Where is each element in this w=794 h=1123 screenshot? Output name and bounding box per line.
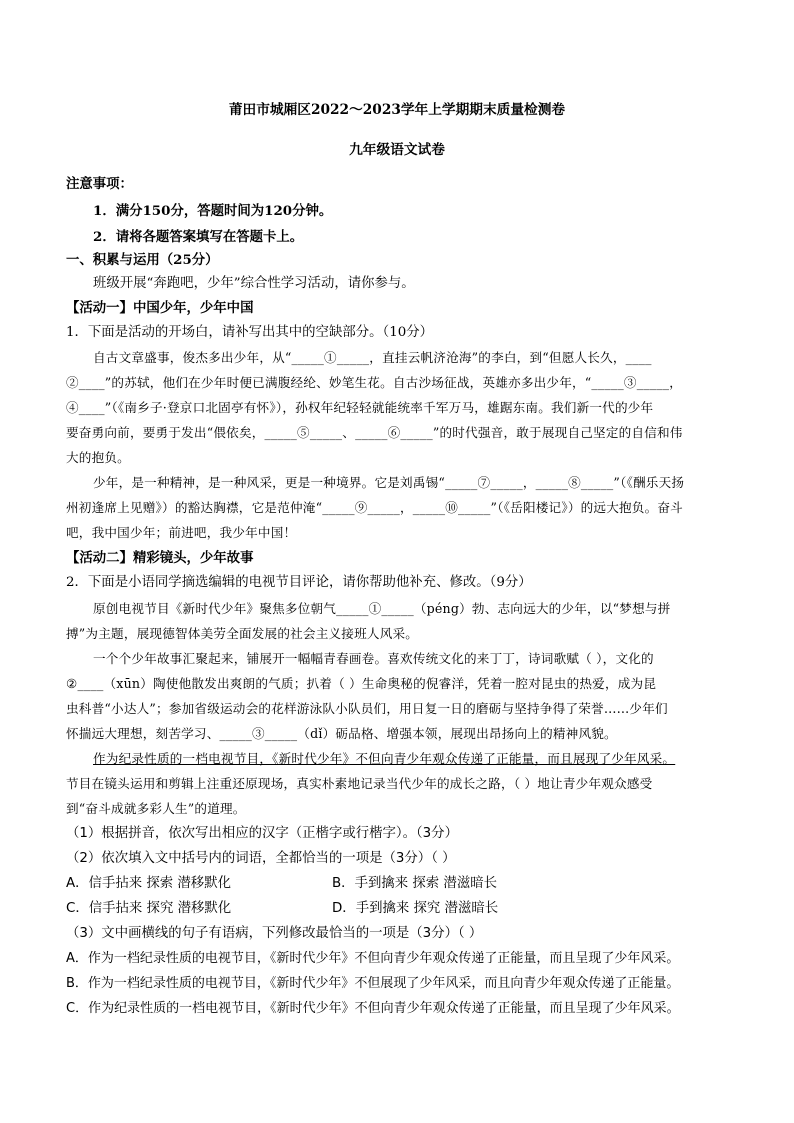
question-1-stem: 1．下面是活动的开场白，请补写出其中的空缺部分。（10分） — [66, 325, 434, 340]
option-a: A．信手拈来 探索 潜移默化 — [66, 876, 231, 891]
exam-title: 莆田市城厢区2022～2023学年上学期期末质量检测卷 — [228, 102, 566, 118]
q1-paragraph-line: 大的抱负。 — [66, 450, 130, 465]
activity1-label: 【活动一】中国少年，少年中国 — [66, 300, 254, 316]
q2-paragraph-line: 搏”为主题，展现德智体美劳全面发展的社会主义接班人风采。 — [66, 626, 419, 641]
sub-question-3: （3）文中画横线的句子有语病，下列修改最恰当的一项是（3分）（ ） — [66, 926, 483, 941]
q2-paragraph-line: 怀揣远大理想，刻苦学习、_____③_____（dǐ）砺品格、增强本领，展现出昂扬向上的精神风貌。 — [66, 726, 617, 741]
sub-question-2: （2）依次填入文中括号内的词语，全都恰当的一项是（3分）（ ） — [66, 851, 456, 866]
notice-item-1: 1．满分150分，答题时间为120分钟。 — [93, 203, 333, 219]
q1-paragraph-line: ②____”的苏轼，他们在少年时便已满腹经纶、妙笔生花。自古沙场征战，英雄亦多出少年，“_____③_____， — [66, 375, 682, 390]
exam-subtitle: 九年级语文试卷 — [349, 142, 445, 158]
option-c: C．作为纪录性质的一档电视节目，《新时代少年》不但向青少年观众传递了正能量，而且呈现了少年风采。 — [66, 1001, 680, 1016]
option-b: B．手到擒来 探索 潜滋暗长 — [332, 876, 497, 891]
option-d: D．手到擒来 探究 潜滋暗长 — [332, 901, 499, 916]
q1-paragraph-line: 少年，是一种精神，是一种风采，更是一种境界。它是刘禹锡“_____⑦_____，_____⑧_____”（《酬乐天扬 — [93, 475, 685, 490]
notice-item-2: 2．请将各题答案填写在答题卡上。 — [93, 229, 304, 245]
q2-paragraph-line: 原创电视节目《新时代少年》聚焦多位朝气_____①_____（péng）勃、志向远大的少年，以“梦想与拼 — [93, 601, 671, 616]
q1-paragraph-line: 州初逢席上见赠》）的豁达胸襟，它是范仲淹“_____⑨_____，_____⑩_____”（《岳阳楼记》）的远大抱负。奋斗 — [66, 500, 683, 515]
option-b: B．作为一档纪录性质的电视节目，《新时代少年》不但展现了少年风采，而且向青少年观众传递了正能量。 — [66, 976, 680, 991]
notice-label: 注意事项： — [66, 176, 133, 192]
q1-paragraph-line: 要奋勇向前，要勇于发出“偎依矣，_____⑤_____、_____⑥_____”的时代强音，敢于展现自己坚定的自信和伟 — [66, 425, 683, 440]
q1-paragraph-line: 吧，我中国少年；前进吧，我少年中国！ — [66, 525, 297, 540]
q2-paragraph-line: ②____（xūn）陶使他散发出爽朗的气质；扒着（ ）生命奥秘的倪睿洋，凭着一腔对昆虫的热爱，成为昆 — [66, 676, 657, 691]
activity2-label: 【活动二】精彩镜头，少年故事 — [66, 550, 254, 566]
underlined-sentence: 作为纪录性质的一档电视节目，《新时代少年》不但向青少年观众传递了正能量，而且展现了少年风采。 — [93, 751, 676, 766]
q2-paragraph-line: 一个个少年故事汇聚起来，铺展开一幅幅青春画卷。喜欢传统文化的来丁丁，诗词歌赋（ ），文化的 — [93, 651, 654, 666]
q1-paragraph-line: 自古文章盛事，俊杰多出少年，从“_____①_____，直挂云帆济沧海”的李白，到“但愿人长久，____ — [93, 350, 652, 365]
q2-paragraph-line: 到“奋斗成就多彩人生”的道理。 — [66, 801, 246, 816]
section-intro: 班级开展“奔跑吧，少年”综合性学习活动，请你参与。 — [93, 276, 415, 291]
sub-question-1: （1）根据拼音，依次写出相应的汉字（正楷字或行楷字）。（3分） — [66, 826, 458, 841]
section-heading: 一、积累与运用（25分） — [66, 252, 219, 268]
question-2-stem: 2．下面是小语同学摘选编辑的电视节目评论，请你帮助他补充、修改。（9分） — [66, 575, 532, 590]
q2-paragraph-line: 虫科普“小达人”；参加省级运动会的花样游泳队小队员们，用日复一日的磨砺与坚持争得了荣誉……少年们 — [66, 701, 668, 716]
option-c: C．信手拈来 探究 潜移默化 — [66, 901, 232, 916]
q1-paragraph-line: ④____”（《南乡子·登京口北固亭有怀》），孙权年纪轻轻就能统率千军万马，雄踞东南。我们新一代的少年 — [66, 400, 654, 415]
q2-paragraph-line: 节目在镜头运用和剪辑上注重还原现场，真实朴素地记录当代少年的成长之路，（ ）地让青少年观众感受 — [66, 776, 653, 791]
option-a: A．作为一档纪录性质的电视节目，《新时代少年》不但向青少年观众传递了正能量，而且呈现了少年风采。 — [66, 951, 680, 966]
